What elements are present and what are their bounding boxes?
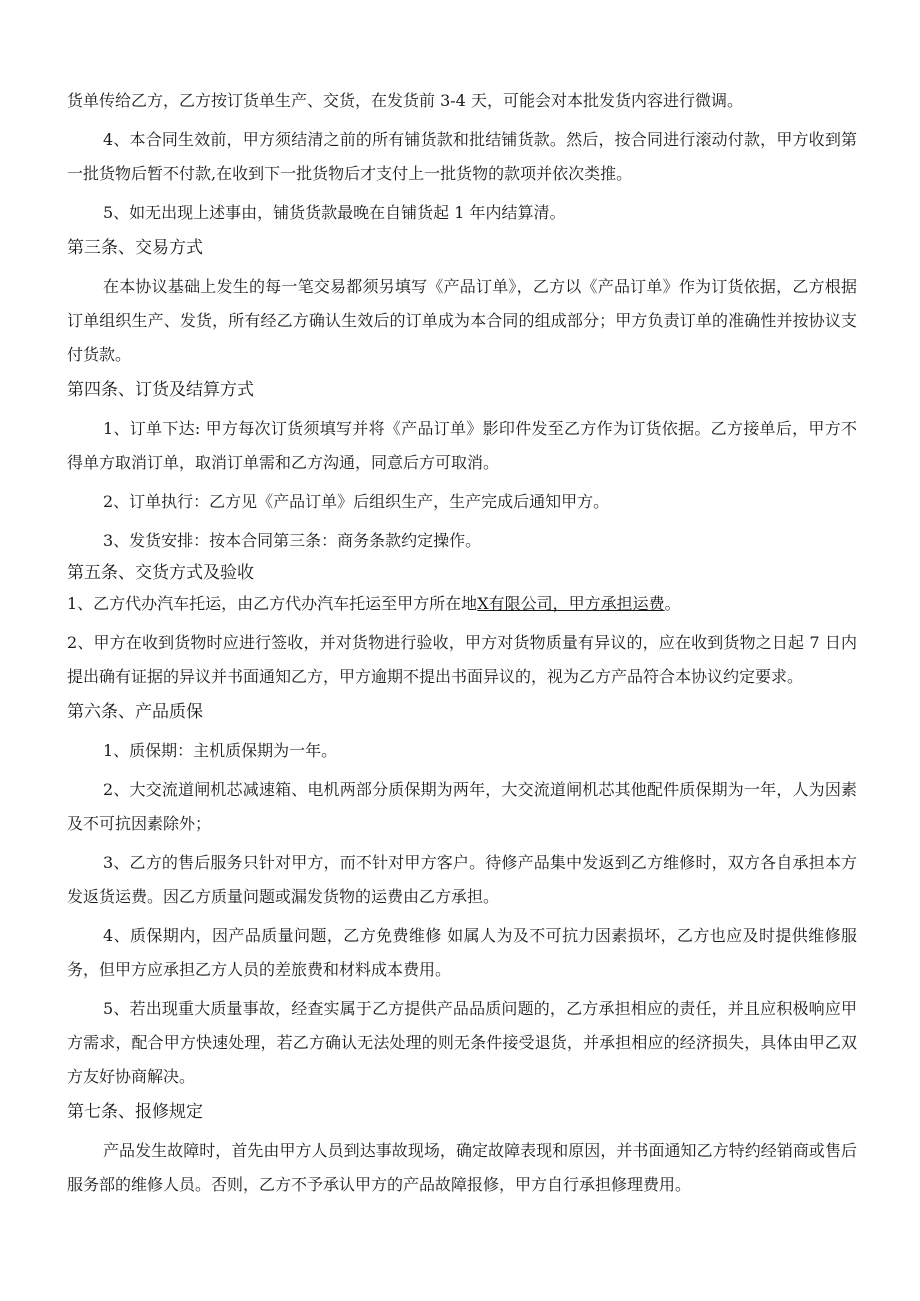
paragraph-item-4: 4、本合同生效前，甲方须结清之前的所有铺货款和批结铺货款。然后，按合同进行滚动付款，甲方收到第一批货物后暂不付款,在收到下一批货物后才支付上一批货物的款项并依次类推。 [67,130,857,183]
paragraph-item-5: 5、如无出现上述事由，铺货货款最晚在自铺货起 1 年内结算清。 [103,203,566,222]
paragraph-article-4-2: 2、订单执行：乙方见《产品订单》后组织生产，生产完成后通知甲方。 [103,492,610,511]
heading-article-4: 第四条、订货及结算方式 [67,380,254,400]
paragraph-article-6-3: 3、乙方的售后服务只针对甲方，而不针对甲方客户。待修产品集中发返到乙方维修时，双方各自承担本方发返货运费。因乙方质量问题或漏发货物的运费由乙方承担。 [67,853,857,906]
paragraph-article-7: 产品发生故障时，首先由甲方人员到达事故现场，确定故障表现和原因，并书面通知乙方特约经销商或售后服务部的维修人员。否则，乙方不予承认甲方的产品故障报修，甲方自行承担修理费用。 [67,1141,857,1194]
paragraph-article-6-2: 2、大交流道闸机芯减速箱、电机两部分质保期为两年，大交流道闸机芯其他配件质保期为一年，人为因素及不可抗因素除外； [67,780,857,833]
article-5-1-end: 。 [664,594,681,613]
article-5-1-text: 1、乙方代办汽车托运，由乙方代办汽车托运至甲方所在地 [67,594,478,613]
heading-article-7: 第七条、报修规定 [67,1102,203,1122]
paragraph-article-5-2: 2、甲方在收到货物时应进行签收，并对货物进行验收，甲方对货物质量有异议的，应在收到货物之日起 7 日内提出确有证据的异议并书面通知乙方，甲方逾期不提出书面异议的，视为乙方产品符合本协议约定要求。 [67,633,857,686]
document-body [67,84,857,1202]
paragraph-article-6-1: 1、质保期：主机质保期为一年。 [103,741,338,760]
paragraph-article-4-1: 1、订单下达: 甲方每次订货须填写并将《产品订单》影印件发至乙方作为订货依据。乙方接单后，甲方不得单方取消订单，取消订单需和乙方沟通，同意后方可取消。 [67,419,857,472]
paragraph-intro-tail: 货单传给乙方，乙方按订货单生产、交货，在发货前 3-4 天，可能会对本批发货内容进行微调。 [67,91,743,110]
paragraph-article-6-5: 5、若出现重大质量事故，经查实属于乙方提供产品品质问题的，乙方承担相应的责任，并且应积极响应甲方需求，配合甲方快速处理，若乙方确认无法处理的则无条件接受退货，并承担相应的经济损失，具体由甲乙双方友好协商解决。 [67,999,857,1086]
paragraph-article-4-3: 3、发货安排：按本合同第三条：商务条款约定操作。 [103,531,482,550]
heading-article-3: 第三条、交易方式 [67,238,203,258]
heading-article-5: 第五条、交货方式及验收 [67,563,254,583]
paragraph-article-5-1 [67,587,857,621]
article-5-1-underlined: X有限公司，甲方承担运费 [477,594,665,613]
heading-article-6: 第六条、产品质保 [67,702,203,722]
paragraph-article-3: 在本协议基础上发生的每一笔交易都须另填写《产品订单》，乙方以《产品订单》作为订货依据，乙方根据订单组织生产、发货，所有经乙方确认生效后的订单成为本合同的组成部分；甲方负责订单的准确性并按协议支付货款。 [67,277,857,364]
paragraph-article-6-4: 4、质保期内，因产品质量问题，乙方免费维修 如属人为及不可抗力因素损坏，乙方也应及时提供维修服务，但甲方应承担乙方人员的差旅费和材料成本费用。 [67,926,857,979]
